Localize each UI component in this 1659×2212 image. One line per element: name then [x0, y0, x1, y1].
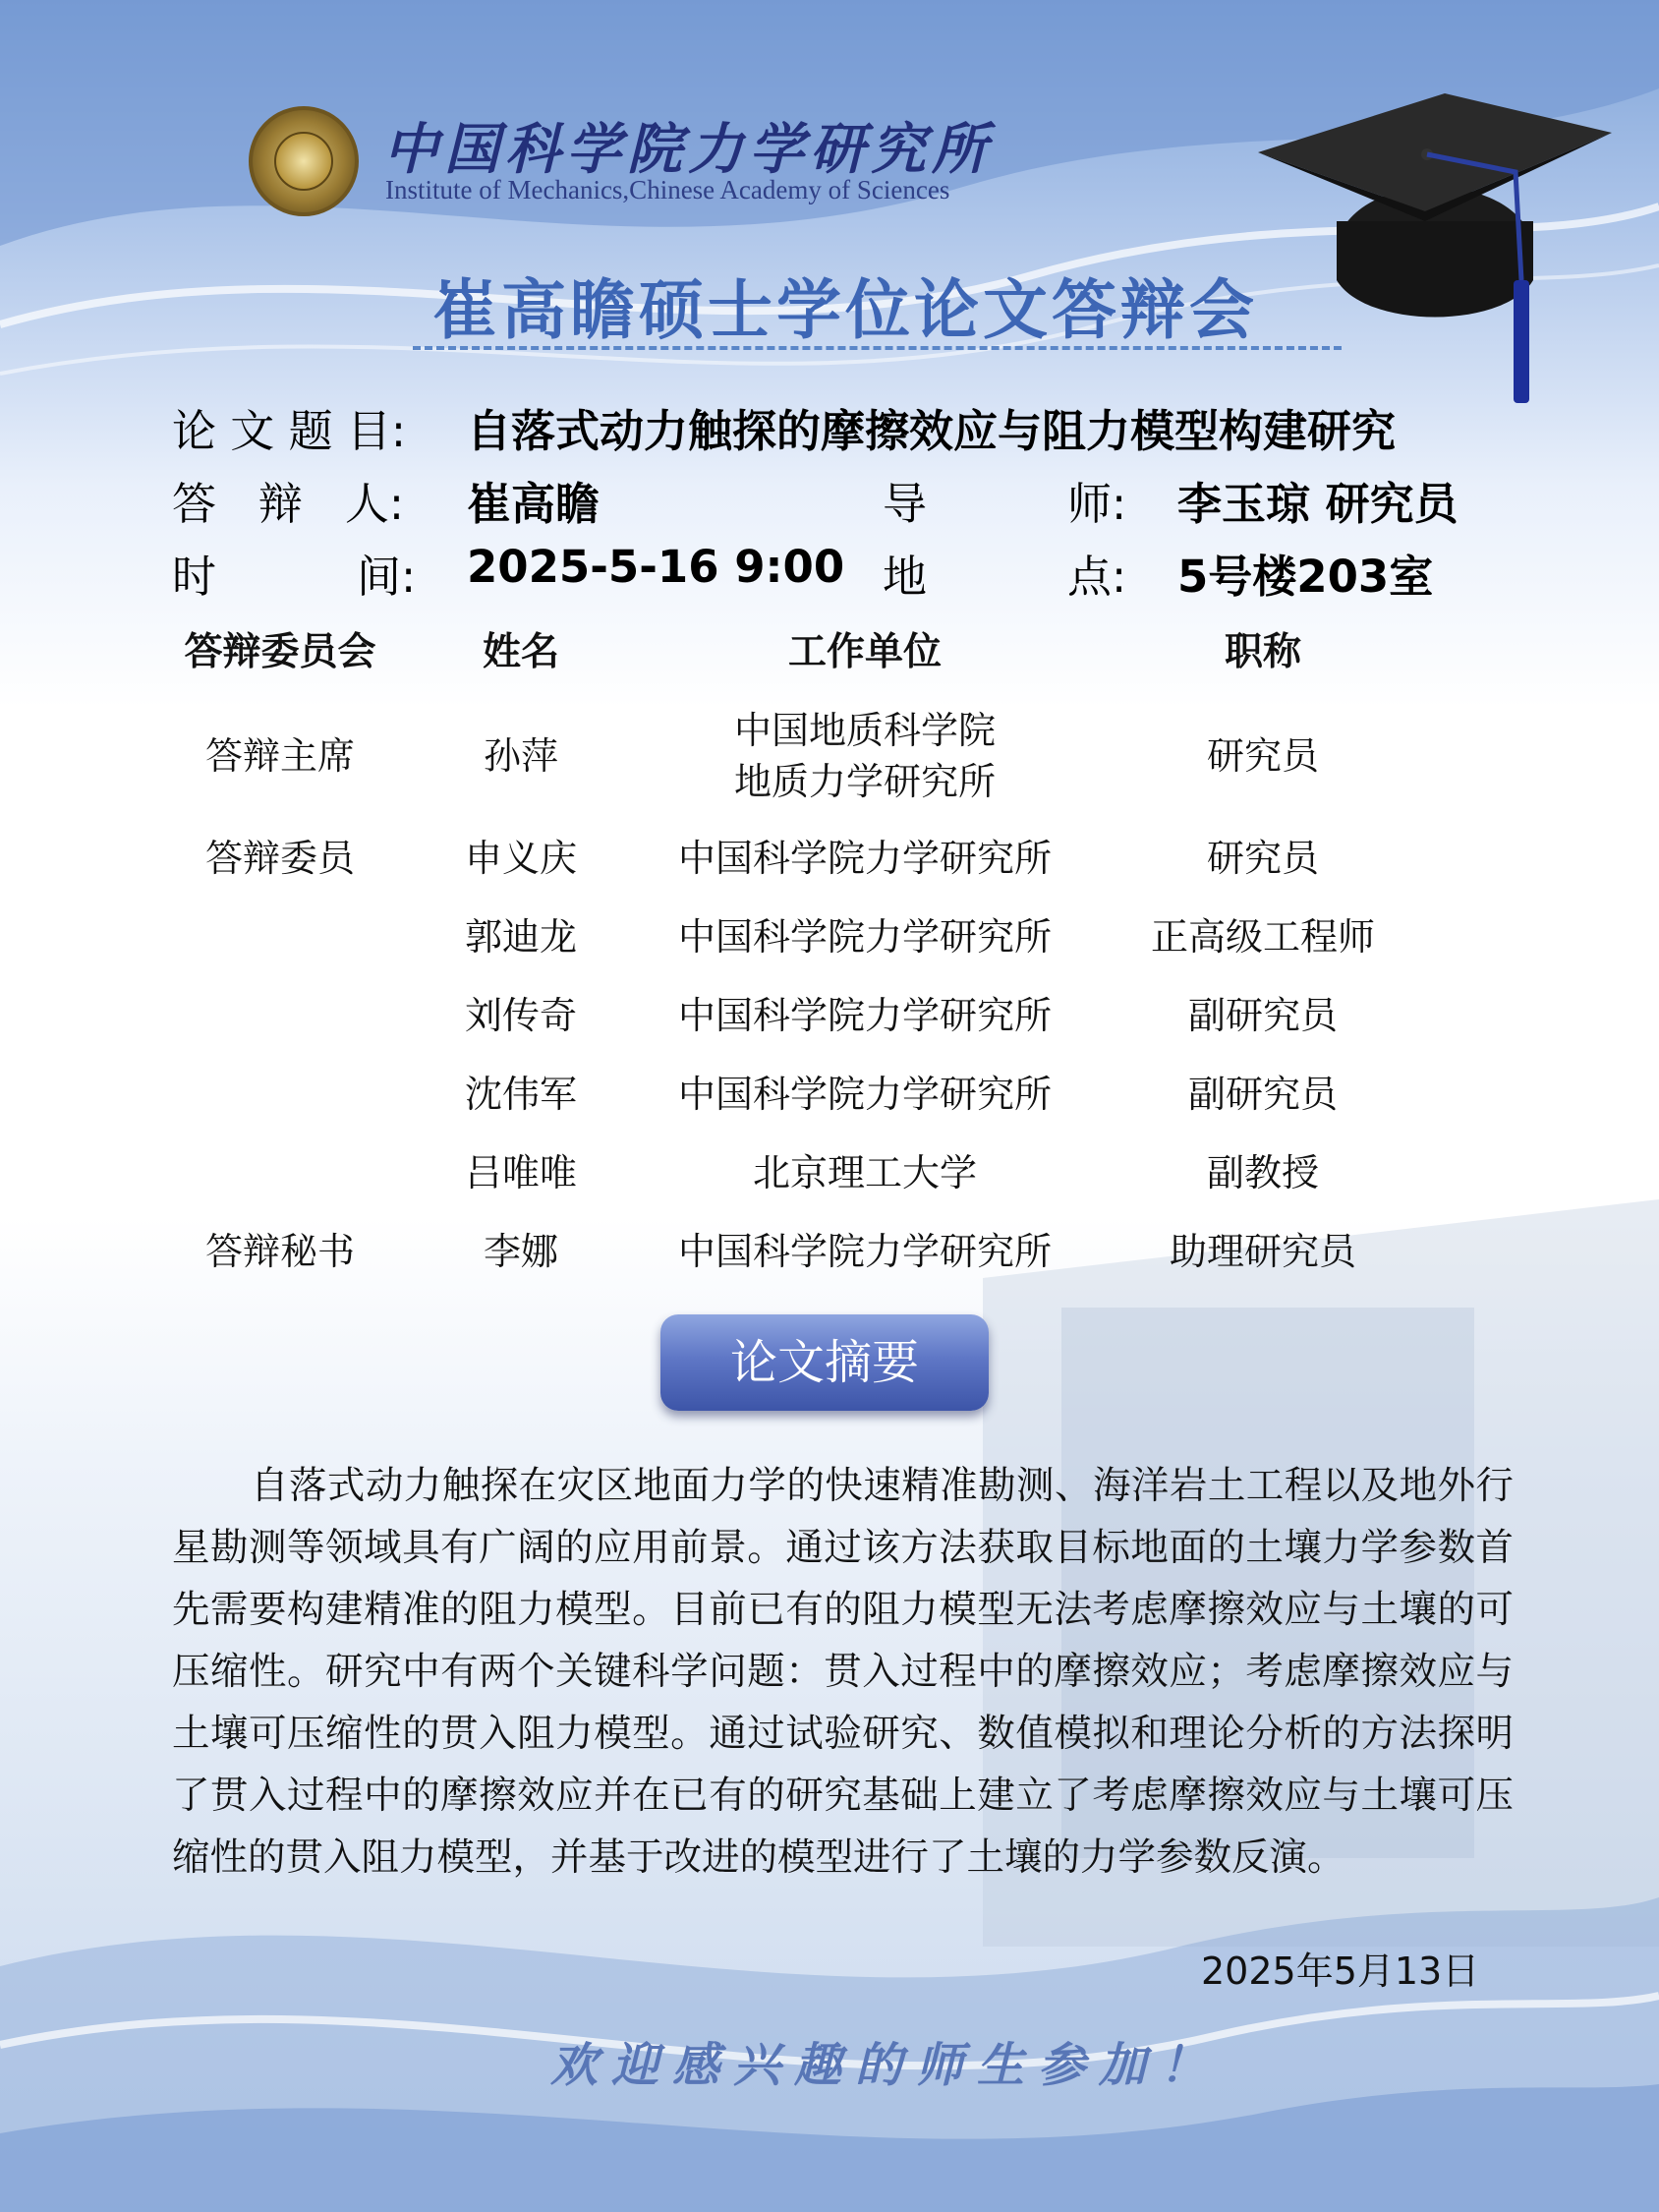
thesis-topic: 自落式动力触探的摩擦效应与阻力模型构建研究 — [467, 405, 1397, 457]
row-rank: 研究员 — [1206, 837, 1319, 880]
institute-seal-logo — [249, 106, 359, 216]
row-unit: 中国科学院力学研究所 — [677, 1230, 1052, 1273]
row-rank: 副教授 — [1206, 1151, 1319, 1194]
abstract-text: 自落式动力触探在灾区地面力学的快速精准勘测、海洋岩土工程以及地外行星勘测等领域具有广阔的应用前景。通过该方法获取目标地面的土壤力学参数首先需要构建精准的阻力模型。目前已有的阻力模型无法考虑摩擦效应与土壤的可压缩性。研究中有两个关键科学问题：贯入过程中的摩擦效应；考虑摩擦效应与土壤可压缩性的贯入阻力模型。通过试验研究、数值模拟和理论分析的方法探明了贯入过程中的摩擦效应并在已有的研究基础上建立了考虑摩擦效应与土壤可压缩性的贯入阻力模型，并基于改进的模型进行了土壤的力学参数反演。 — [172, 1464, 1514, 1880]
abstract-button[interactable]: 论文摘要 — [660, 1314, 989, 1411]
row-unit: 中国科学院力学研究所 — [677, 837, 1052, 880]
institute-seal-center — [274, 132, 333, 191]
time-label: 时 间: — [172, 551, 417, 603]
row-name: 刘传奇 — [464, 994, 577, 1037]
row-rank: 研究员 — [1206, 734, 1319, 778]
welcome-message: 欢迎感兴趣的师生参加！ — [550, 2038, 1222, 2093]
defender-label: 答 辩 人: — [172, 478, 404, 530]
row-unit: 中国科学院力学研究所 — [677, 994, 1052, 1037]
row-name: 孙萍 — [483, 734, 558, 778]
title-divider — [413, 346, 1342, 350]
notice-date: 2025年5月13日 — [1201, 1950, 1480, 1993]
row-name: 申义庆 — [464, 837, 577, 880]
row-name: 吕唯唯 — [464, 1151, 577, 1194]
page-title: 崔高瞻硕士学位论文答辩会 — [432, 271, 1258, 348]
row-unit: 北京理工大学 — [752, 1151, 977, 1194]
defender-name: 崔高瞻 — [467, 478, 601, 530]
defense-time: 2025-5-16 9:00 — [467, 541, 845, 593]
institute-name-cn: 中国科学院力学研究所 — [383, 117, 993, 182]
row-name: 郭迪龙 — [464, 915, 577, 959]
row-rank: 正高级工程师 — [1150, 915, 1375, 959]
graduation-cap-icon — [1258, 93, 1612, 418]
row-role: 答辩主席 — [204, 734, 355, 778]
header-rank: 职称 — [1224, 630, 1301, 674]
row-unit: 中国科学院力学研究所 — [677, 1073, 1052, 1116]
advisor-label: 导 师: — [883, 478, 1127, 530]
header-unit: 工作单位 — [787, 630, 942, 674]
advisor-name: 李玉琼 研究员 — [1177, 478, 1459, 530]
header-committee: 答辩委员会 — [184, 630, 376, 674]
place-label: 地 点: — [883, 551, 1127, 603]
topic-label: 论 文 题 目: — [172, 405, 407, 457]
row-unit: 中国科学院力学研究所 — [677, 915, 1052, 959]
institute-name-en: Institute of Mechanics,Chinese Academy of Sciences — [385, 175, 950, 204]
defense-place: 5号楼203室 — [1177, 551, 1434, 603]
header-name: 姓名 — [482, 630, 559, 674]
row-rank: 副研究员 — [1187, 1073, 1338, 1116]
row-unit-line2: 地质力学研究所 — [733, 760, 996, 803]
row-name: 李娜 — [483, 1230, 558, 1273]
row-rank: 助理研究员 — [1169, 1230, 1356, 1273]
row-name: 沈伟军 — [464, 1073, 577, 1116]
row-rank: 副研究员 — [1187, 994, 1338, 1037]
row-role: 答辩秘书 — [204, 1230, 355, 1273]
row-unit: 中国地质科学院 — [733, 709, 996, 752]
row-role: 答辩委员 — [204, 837, 355, 880]
